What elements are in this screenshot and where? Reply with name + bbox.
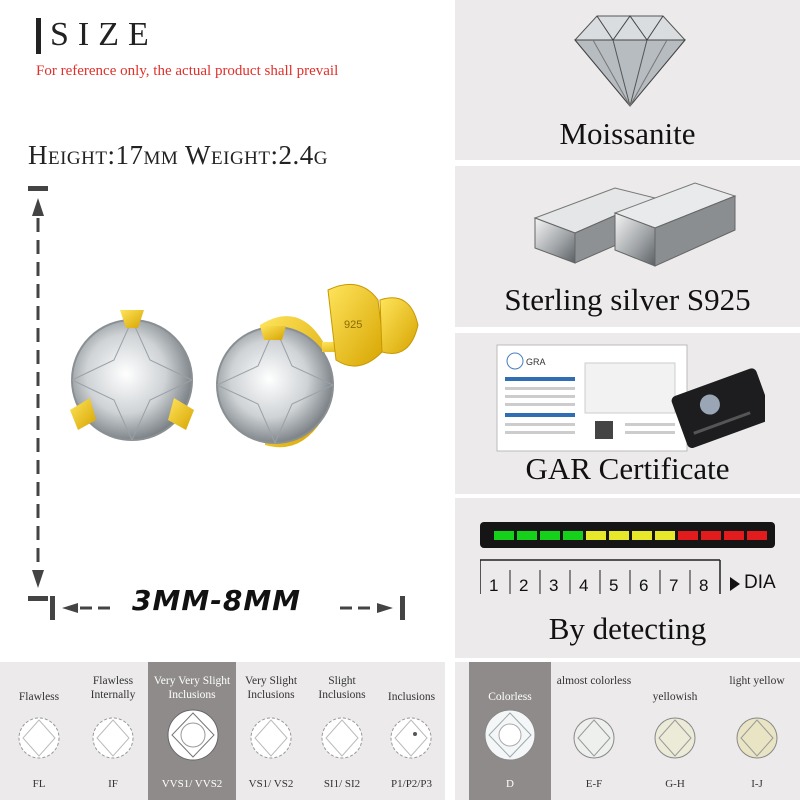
silver-bars-icon [525,178,745,278]
scale-end-label: DIA [744,572,776,593]
certificate-label: GAR Certificate [525,451,730,486]
moissanite-panel [455,0,800,160]
scale-number: 4 [579,576,589,595]
scale-numbers [480,576,720,600]
scale-number: 3 [549,576,559,595]
clarity-panel [0,662,445,800]
diamond-icon [565,6,695,116]
clarity-item-highlighted: Very Very Slight Inclusions VVS1/ VVS2 [148,662,236,800]
clarity-item: Very Slight Inclusions VS1/ VS2 [244,675,298,790]
detecting-label: By detecting [548,611,707,646]
height-arrow [26,186,56,606]
size-range-label: 3MM-8MM [132,584,302,617]
color-item: yellowish G-H [652,691,698,790]
scale-number: 8 [699,576,709,595]
reference-note: For reference only, the actual product shall prevail [36,63,339,79]
color-item: light yellow I-J [729,675,785,790]
silver-label: Sterling silver S925 [504,282,751,317]
silver-stamp: 925 [344,319,363,331]
clarity-item: Flawless FL [18,691,60,790]
gra-logo: GRA [526,357,546,367]
certificate-panel [455,333,800,494]
color-item-highlighted: Colorless D [469,662,551,800]
scale-number: 6 [639,576,649,595]
clarity-item: Flawless Internally IF [90,675,136,790]
moissanite-label: Moissanite [559,116,696,151]
color-panel [455,662,800,800]
silver-panel [455,166,800,327]
clarity-item: Inclusions P1/P2/P3 [387,691,436,790]
color-item: almost colorless E-F [556,675,632,790]
detecting-panel [455,498,800,658]
title-accent-bar [36,18,41,54]
scale-number: 5 [609,576,619,595]
scale-number: 7 [669,576,679,595]
scale-number: 1 [489,576,499,595]
certificate-icon [495,343,765,453]
size-title: SIZE [50,16,158,53]
dimensions-text: Height:17mm Weight:2.4g [28,140,328,170]
clarity-item: Slight Inclusions SI1/ SI2 [318,675,366,790]
earrings-image [60,280,440,480]
scale-number: 2 [519,576,529,595]
